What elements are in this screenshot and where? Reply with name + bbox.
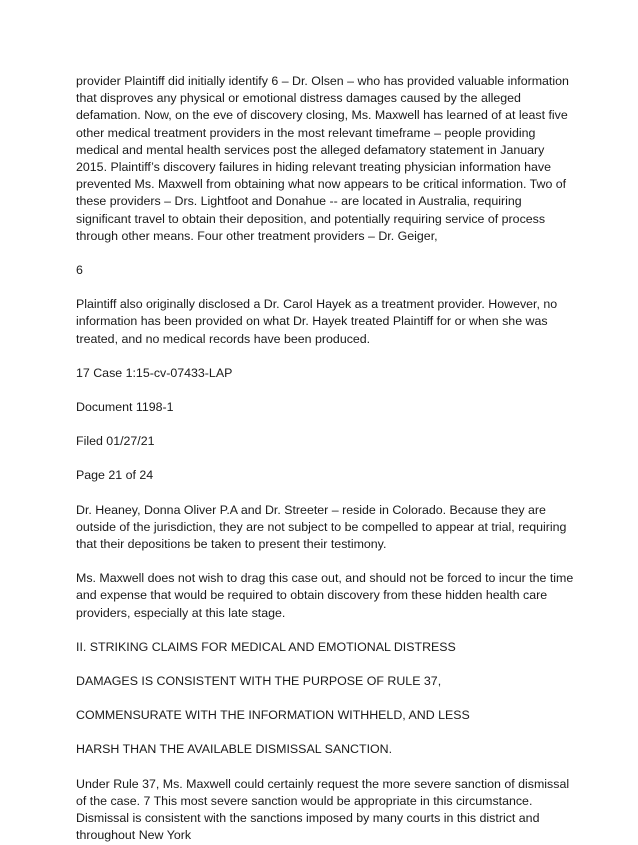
filed-date-header: Filed 01/27/21 — [76, 434, 155, 449]
footnote-marker: 6 — [76, 263, 83, 278]
paragraph-late-stage: Ms. Maxwell does not wish to drag this case out, and should not be forced to incur the time and expense that would be required to obtain discovery from these hidden health care providers, especially at this late stage. — [76, 571, 574, 620]
case-number-header: 17 Case 1:15-cv-07433-LAP — [76, 365, 233, 380]
section-heading-line-4: HARSH THAN THE AVAILABLE DISMISSAL SANCTION. — [76, 742, 393, 757]
page-number-header: Page 21 of 24 — [76, 468, 154, 483]
document-number-header: Document 1198-1 — [76, 400, 174, 415]
paragraph-treatment-providers: provider Plaintiff did initially identify 6 – Dr. Olsen – who has provided valuable information that disproves any physical or emotional distress damages caused by the alleged defamation. Now, on the eve of discovery closing, Ms. Maxwell has learned of at least five other medical treatment providers in the most relevant timeframe – people providing medical and mental health services post the alleged defamatory statement in January 2015. Plaintiff’s discovery failures in hiding relevant treating physician information have prevented Ms. Maxwell from obtaining what now appears to be critical information. Two of these providers – Drs. Lightfoot and Donahue -- are located in Australia, requiring significant travel to obtain their deposition, and potentially requiring service of process through other means. Four other treatment providers – Dr. Geiger, — [76, 74, 569, 243]
paragraph-colorado-providers: Dr. Heaney, Donna Oliver P.A and Dr. Streeter – reside in Colorado. Because they are outside of the jurisdiction, they are not subject to be compelled to appear at trial, requiring that their depositions be taken to present their testimony. — [76, 502, 567, 552]
footnote-text: Plaintiff also originally disclosed a Dr. Carol Hayek as a treatment provider. However, no information has been provided on what Dr. Hayek treated Plaintiff for or when she was treated, and no medical records have been produced. — [76, 297, 558, 346]
section-heading-line-3: COMMENSURATE WITH THE INFORMATION WITHHELD, AND LESS — [76, 708, 470, 723]
section-heading-line-2: DAMAGES IS CONSISTENT WITH THE PURPOSE OF RULE 37, — [76, 674, 442, 689]
section-heading-line-1: II. STRIKING CLAIMS FOR MEDICAL AND EMOTIONAL DISTRESS — [76, 639, 456, 654]
paragraph-rule-37: Under Rule 37, Ms. Maxwell could certainly request the more severe sanction of dismissal of the case. 7 This most severe sanction would be appropriate in this circumstance. Dismissal is consistent with the sanctions imposed by many courts in this district and throughout New York — [76, 776, 570, 843]
